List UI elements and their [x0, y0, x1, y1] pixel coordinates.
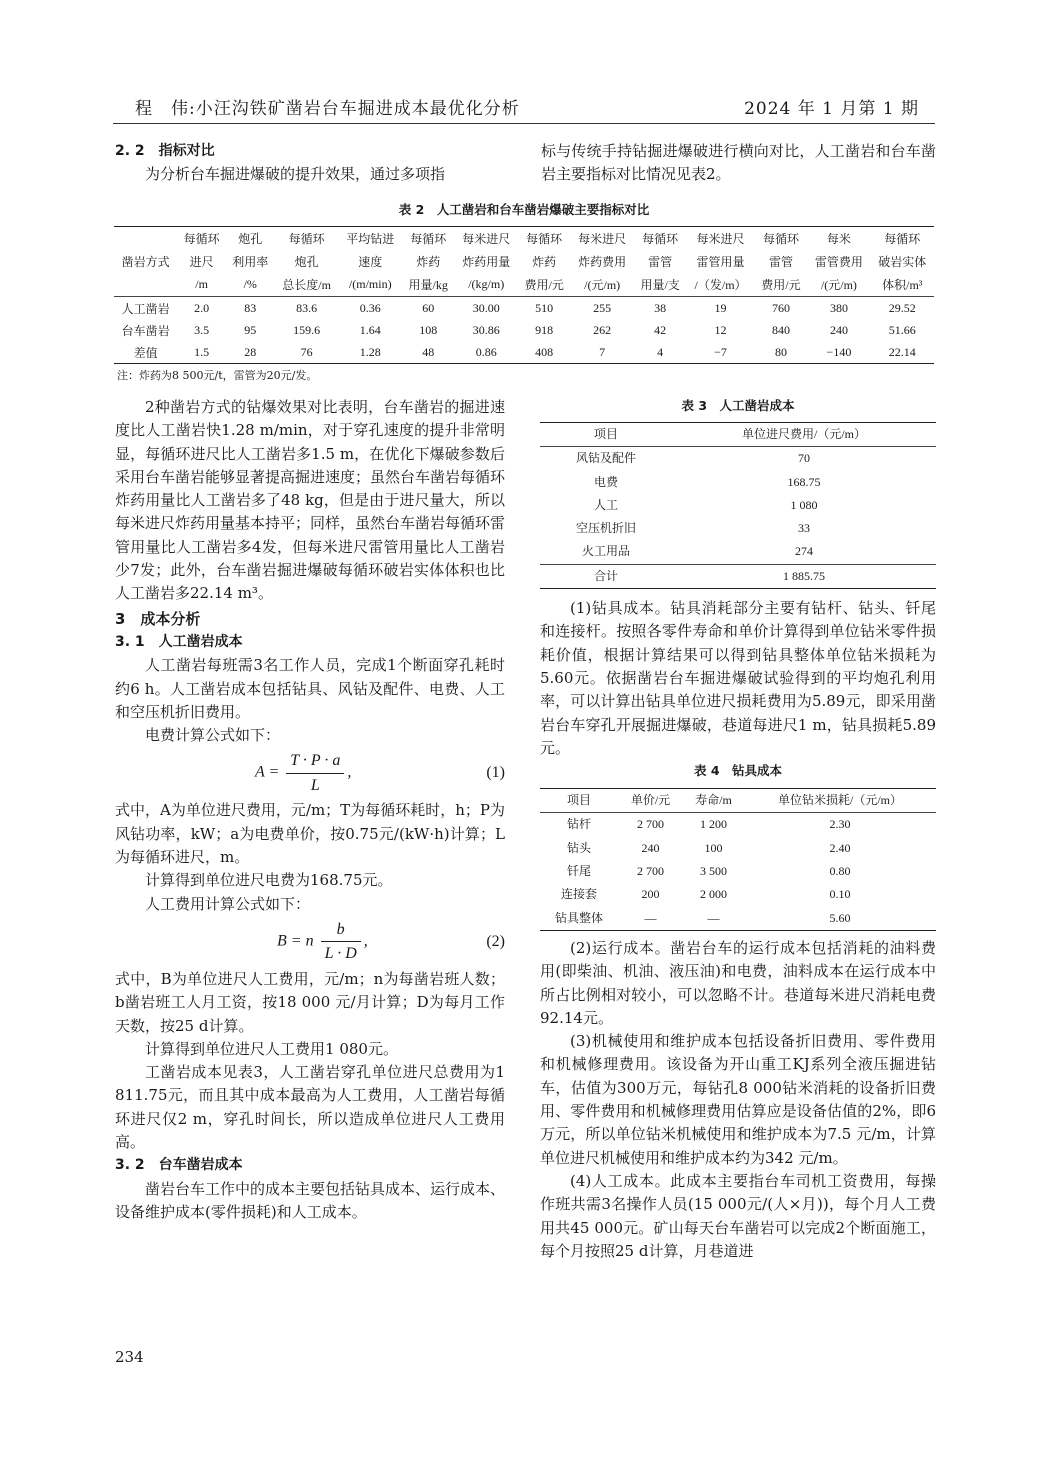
table-row	[540, 907, 936, 931]
column-header: 每循环	[762, 232, 799, 246]
formula-lhs: A =	[255, 763, 280, 781]
column-header: 寿命/m	[683, 789, 744, 813]
column-header: 总长度/m	[275, 273, 339, 297]
column-header: 每循环	[642, 232, 679, 246]
column-header: 进尺	[189, 255, 214, 269]
paragraph: 式中，B为单位进尺人工费用，元/m；n为每凿岩班人数；b凿岩班工人月工资，按18 000 元/月计算；D为每月工作天数，按25 d计算。	[115, 969, 505, 1035]
table-cell: −7	[714, 344, 727, 359]
table-cell: 262	[593, 322, 612, 337]
column-header: 每米	[826, 232, 851, 246]
formula-denominator: L · D	[324, 945, 357, 963]
table-cell: 3 500	[699, 864, 727, 879]
column-header: /%	[226, 273, 275, 297]
table-cell: 70	[798, 451, 810, 466]
column-header: 凿岩方式	[121, 255, 170, 269]
table-row	[540, 860, 936, 883]
column-header: /(kg/m)	[455, 273, 518, 297]
column-header: 单位钻米损耗/（元/m）	[744, 789, 936, 813]
table-cell: 3.5	[194, 322, 210, 337]
table-cell: 差值	[133, 345, 158, 360]
table-row	[114, 319, 934, 341]
table-4-caption: 表 4 钻具成本	[693, 763, 783, 779]
formula-punct: ,	[363, 932, 368, 950]
left-column	[115, 396, 505, 1224]
table-header-row	[540, 789, 936, 813]
table-cell: 51.66	[888, 322, 916, 337]
table-cell: 钻头	[566, 840, 591, 855]
table-cell: 1.64	[359, 322, 381, 337]
table-cell: 钎尾	[566, 864, 591, 879]
column-header: 用量/kg	[402, 273, 455, 297]
table-cell: 1.5	[194, 344, 210, 359]
table-cell: 2 700	[637, 817, 664, 832]
column-header	[114, 227, 177, 251]
table-cell: 0.10	[829, 887, 851, 902]
table-row	[540, 837, 936, 860]
formula-2	[115, 916, 505, 968]
column-header: 炮孔	[238, 232, 263, 246]
column-header: 每循环	[410, 232, 447, 246]
table-row	[114, 341, 934, 364]
table-header-row	[114, 273, 934, 297]
table-cell: 30.86	[472, 322, 500, 337]
table-3-caption: 表 3 人工凿岩成本	[681, 398, 795, 413]
section-2-2-right	[541, 140, 936, 187]
table-row	[114, 297, 934, 320]
table-cell: 2.40	[829, 840, 851, 855]
column-header: 炸药	[532, 255, 557, 269]
table-2	[114, 226, 934, 364]
column-header: 每循环	[288, 232, 325, 246]
table-cell: 1 200	[699, 817, 727, 832]
paragraph: 标与传统手持钻掘进爆破进行横向对比，人工凿岩和台车凿岩主要指标对比情况见表2。	[541, 142, 936, 184]
table-cell: 台车凿岩	[121, 323, 170, 338]
column-header: 单位进尺费用/（元/m）	[672, 423, 936, 447]
table-cell: 168.75	[787, 474, 821, 489]
table-cell: 29.52	[888, 300, 916, 315]
table-cell: 510	[535, 300, 554, 315]
header-rule	[113, 123, 935, 124]
table-cell: 火工用品	[581, 544, 630, 559]
column-header: 利用率	[232, 255, 269, 269]
table-header-row	[114, 250, 934, 273]
table-cell: 840	[771, 322, 790, 337]
formula-numerator: T · P · a	[286, 749, 344, 773]
column-header: 炸药	[416, 255, 441, 269]
table-cell: 连接套	[560, 887, 597, 902]
column-header: 体积/m³	[871, 273, 934, 297]
table-cell: 83	[244, 300, 257, 315]
table-cell: 28	[244, 344, 257, 359]
table-4	[540, 788, 936, 931]
table-3	[540, 422, 936, 589]
table-cell: 2 700	[637, 864, 664, 879]
table-row	[540, 883, 936, 906]
column-header: 雷管	[768, 255, 793, 269]
formula-punct: ,	[347, 763, 352, 781]
column-header: 炮孔	[294, 255, 319, 269]
column-header: 每米进尺	[578, 232, 627, 246]
table-cell: −140	[826, 344, 852, 359]
table-cell: 7	[599, 344, 606, 359]
table-cell: 83.6	[296, 300, 318, 315]
table-cell: 2.30	[829, 817, 851, 832]
section-heading: 3. 1 人工凿岩成本	[115, 633, 243, 650]
section-2-2-left	[115, 140, 505, 187]
table-cell: 钻具整体	[554, 910, 603, 925]
column-header: 每米进尺	[462, 232, 511, 246]
table-cell: 2 000	[699, 887, 727, 902]
table-cell: 2.0	[194, 300, 210, 315]
table-header-row	[114, 227, 934, 251]
table-cell: 电费	[593, 474, 618, 489]
column-header: 炸药用量	[462, 255, 511, 269]
running-header-title: 程 伟:小汪沟铁矿凿岩台车掘进成本最优化分析	[135, 99, 520, 119]
page-number: 234	[115, 1348, 144, 1366]
paragraph: 工凿岩成本见表3，人工凿岩穿孔单位进尺总费用为1 811.75元，而且其中成本最高为人工费用，人工凿岩每循环进尺仅2 m，穿孔时间长，所以造成单位进尺人工费用高。	[115, 1063, 505, 1152]
table-cell: 4	[657, 344, 664, 359]
table-cell: 0.80	[829, 864, 851, 879]
table-cell: 1.28	[359, 344, 381, 359]
table-cell: 22.14	[888, 344, 916, 359]
right-column	[540, 396, 936, 1263]
formula-denominator: L	[310, 776, 320, 794]
table-cell: 12	[714, 322, 727, 337]
column-header: 费用/元	[755, 273, 808, 297]
column-header: /(m/min)	[339, 273, 402, 297]
column-header: 每循环	[526, 232, 563, 246]
equation-number: (2)	[486, 932, 505, 950]
table-cell: 48	[422, 344, 435, 359]
table-cell: 200	[641, 887, 660, 902]
table-2-caption: 表 2 人工凿岩和台车凿岩爆破主要指标对比	[398, 202, 650, 217]
column-header: 费用/元	[518, 273, 571, 297]
table-row	[540, 447, 936, 471]
table-cell: 240	[829, 322, 848, 337]
column-header: /（发/m）	[686, 273, 754, 297]
table-row	[540, 564, 936, 588]
table-cell: 19	[714, 300, 727, 315]
formula-1	[115, 747, 505, 799]
column-header: 破岩实体	[878, 255, 927, 269]
equation-number: (1)	[486, 764, 505, 782]
column-header: 每米进尺	[696, 232, 745, 246]
table-row	[540, 813, 936, 837]
column-header: 项目	[540, 789, 618, 813]
column-header: 单价/元	[618, 789, 683, 813]
paragraph: 式中，A为单位进尺费用，元/m；T为每循环耗时，h；P为风钻功率，kW；a为电费单价，按0.75元/(kW·h)计算；L为每循环进尺，m。	[115, 801, 505, 867]
table-cell: 108	[419, 322, 438, 337]
formula-lhs: B = n	[277, 932, 314, 950]
column-header: /(元/m)	[807, 273, 870, 297]
table-cell: 钻杆	[566, 817, 591, 832]
paragraph: (3)机械使用和维护成本包括设备折旧费用、零件费用和机械修理费用。该设备为开山重工KJ系列全液压掘进钻车，估值为300万元，每钻孔8 000钻米消耗的设备折旧费用、零件费用和机械修理费用估算应是设备估值的2%，即6万元，所以单位钻米机械使用和维护成本为7.5 元/m，计算单位进尺机械使用和维护成本约为342 元/m。	[540, 1032, 936, 1167]
table-row	[540, 517, 936, 540]
table-cell: 人工凿岩	[121, 301, 170, 316]
column-header	[114, 273, 177, 297]
table-cell: 274	[795, 544, 813, 559]
paragraph: 为分析台车掘进爆破的提升效果，通过多项指	[145, 165, 446, 184]
table-cell: 240	[641, 840, 660, 855]
table-header-row	[540, 423, 936, 447]
table-cell: 100	[704, 840, 723, 855]
table-2-note: 注：炸药为8 500元/t，雷管为20元/发。	[117, 369, 318, 382]
table-cell: 1 885.75	[672, 564, 936, 588]
table-cell: 918	[535, 322, 554, 337]
table-cell: 380	[829, 300, 848, 315]
column-header: 雷管用量	[696, 255, 745, 269]
column-header: /m	[177, 273, 226, 297]
table-cell: 255	[593, 300, 612, 315]
paragraph: 人工凿岩每班需3名工作人员，完成1个断面穿孔耗时约6 h。人工凿岩成本包括钻具、风钻及配件、电费、人工和空压机折旧费用。	[115, 656, 505, 721]
column-header: 每循环	[884, 232, 921, 246]
paragraph: (2)运行成本。凿岩台车的运行成本包括消耗的油料费用(即柴油、机油、液压油)和电费，油料成本在运行成本中所占比例相对较小，可以忽略不计。巷道每米进尺消耗电费92.14元。	[540, 938, 936, 1027]
paragraph: 人工费用计算公式如下：	[145, 894, 311, 913]
table-cell: 38	[654, 300, 667, 315]
running-header-issue: 2024 年 1 月第 1 期	[744, 99, 919, 119]
section-heading: 2. 2 指标对比	[115, 143, 215, 159]
table-cell: 76	[300, 344, 313, 359]
paragraph: 2种凿岩方式的钻爆效果对比表明，台车凿岩的掘进速度比人工凿岩快1.28 m/min，对于穿孔速度的提升非常明显，每循环进尺比人工凿岩多1.5 m，在优化下爆破参数后采用台车凿岩能够显著提高掘进速度；虽然台车凿岩每循环炸药用量比人工凿岩多了48 kg，但是由于进尺量大，所以每米进尺炸药用量基本持平；同样，虽然台车凿岩每循环雷管用量比人工凿岩多4发，但每米进尺雷管用量比人工凿岩少7发；此外，台车凿岩掘进爆破每循环破岩实体体积也比人工凿岩多22.14 m³。	[115, 398, 506, 603]
table-cell: 人工	[593, 497, 618, 512]
column-header: 雷管	[648, 255, 673, 269]
table-cell: 408	[535, 344, 554, 359]
table-cell: 1 080	[790, 497, 818, 512]
table-cell: 30.00	[472, 300, 500, 315]
column-header: 雷管费用	[814, 255, 863, 269]
paragraph: (1)钻具成本。钻具消耗部分主要有钻杆、钻头、钎尾和连接杆。按照各零件寿命和单价计算得到单位钻米零件损耗价值，根据计算结果可以得到钻具整体单位钻米损耗为5.60元。依据凿岩台车掘进爆破试验得到的平均炮孔利用率，可以计算出钻具单位进尺损耗费用为5.89元，即采用凿岩台车穿孔开展掘进爆破，巷道每进尺1 m，钻具损耗5.89元。	[540, 599, 936, 757]
column-header: 用量/支	[634, 273, 687, 297]
formula-numerator: b	[321, 918, 361, 942]
column-header: 平均钻进	[346, 232, 395, 246]
paragraph: 计算得到单位进尺人工费用1 080元。	[145, 1039, 398, 1058]
table-cell: 0.36	[359, 300, 381, 315]
table-cell: 760	[771, 300, 790, 315]
table-cell: —	[707, 910, 720, 925]
table-cell: 5.60	[829, 910, 851, 925]
table-cell: 33	[798, 521, 810, 536]
table-row	[540, 494, 936, 517]
column-header: /(元/m)	[571, 273, 634, 297]
table-cell: 60	[422, 300, 435, 315]
section-heading: 3 成本分析	[115, 609, 201, 628]
table-row	[540, 540, 936, 564]
table-cell: 95	[244, 322, 257, 337]
paragraph: 计算得到单位进尺电费为168.75元。	[145, 871, 393, 890]
table-cell: 80	[774, 344, 787, 359]
column-header: 速度	[358, 255, 383, 269]
table-cell: 0.86	[475, 344, 497, 359]
table-row	[540, 471, 936, 494]
paragraph: 电费计算公式如下：	[145, 726, 281, 745]
section-heading: 3. 2 台车凿岩成本	[115, 1157, 243, 1174]
column-header: 每循环	[183, 232, 220, 246]
column-header: 项目	[540, 423, 672, 447]
paragraph: 凿岩台车工作中的成本主要包括钻具成本、运行成本、设备维护成本(零件损耗)和人工成本。	[115, 1179, 506, 1221]
table-cell: 风钻及配件	[575, 451, 636, 466]
column-header: 炸药费用	[578, 255, 627, 269]
table-cell: 空压机折旧	[575, 521, 636, 536]
table-cell: —	[644, 910, 657, 925]
table-cell: 合计	[540, 564, 672, 588]
table-cell: 159.6	[293, 322, 321, 337]
paragraph: (4)人工成本。此成本主要指台车司机工资费用，每操作班共需3名操作人员(15 000元/(人×月))，每个月人工费用共45 000元。矿山每天台车凿岩可以完成2个断面施工，每个月按照25 d计算，月巷道进	[540, 1171, 936, 1260]
table-cell: 42	[654, 322, 667, 337]
